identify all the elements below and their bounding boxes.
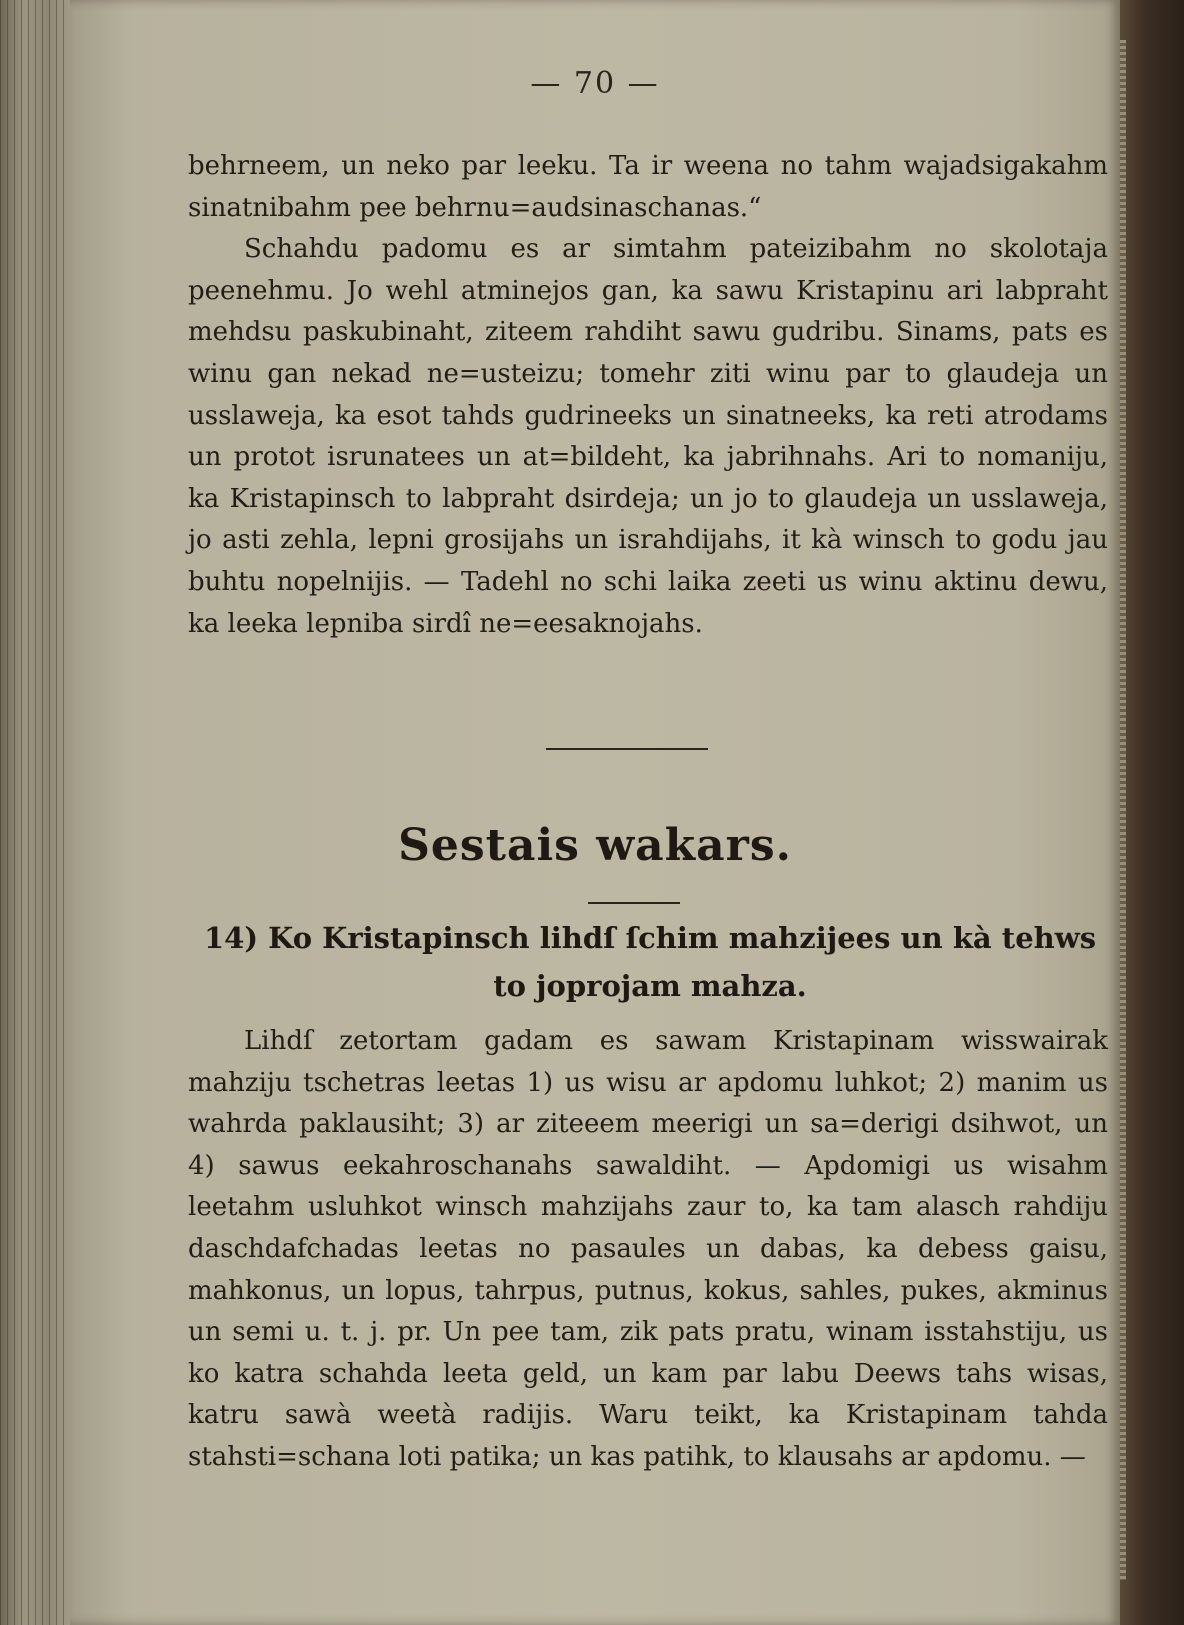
section-title: Sestais wakars. xyxy=(398,820,792,871)
book-left-page-edge xyxy=(0,0,80,1625)
text-block-top xyxy=(188,146,1108,645)
section-divider xyxy=(546,748,708,750)
chapter-heading: 14) Ko Kristapinsch lihdſ ſchim mahzijees un kà tehws to joprojam mahza. xyxy=(203,921,1097,1003)
title-underline xyxy=(588,902,680,904)
page-number: — 70 — xyxy=(530,66,660,101)
paragraph-continuation: behrneem, un neko par leeku. Ta ir weena no tahm wajadsigakahm sinatnibahm pee behrnu=audsinaschanas.“ xyxy=(188,151,1108,223)
paragraph: Lihdſ zetortam gadam es sawam Kristapinam wissw​airak mahziju tschetras leetas 1) us wisu ar apdomu luhkot; 2) manim us wahrda paklausiht; 3) ar ziteeem meerigi un sa=derigi dsihwot, un 4) sawus eekahroschanahs sawaldiht. — Apdomigi us wisahm leetahm usluhkot winsch mahzijahs zaur to, ka tam alasch rahdiju dasch​dafchadas leetas no pasaules un dabas, ka debess gaisu, mahkonus, un lopus, tahrpus, putnus, kokus, sahles, pukes, akminus un semi u. t. j. pr. Un pee tam, zik pats pratu, winam isstahstiju, us ko katra schahda leeta geld, un kam par labu Deews tahs wisas, katru sawà weetà radijis. Waru teikt, ka Kristapinam tahda stahsti=schana loti patika; un kas patihk, to klausahs ar apdomu. — xyxy=(188,1026,1108,1472)
text-block-bottom xyxy=(188,1021,1108,1479)
book-right-edge xyxy=(1120,0,1184,1625)
paragraph: Schahdu padomu es ar simtahm pateizibahm no skolotaja peenehmu. Jo wehl atminejos gan, ka sawu Kristapinu ari labpraht mehdsu paskubinaht, ziteem rahdiht sawu gudribu. Sinams, pats es winu gan nekad ne=usteizu; tomehr ziti winu par to glaudeja un usslaweja, ka esot tahds gudrineeks un sinatneeks, ka reti atrodams un protot isrunatees un at=bildeht, ka jabrihnahs. Ari to nomaniju, ka Kristapinsch to labpraht dsirdeja; un jo to glaudeja un usslaweja, jo asti zehla, lepni grosijahs un israhdijahs, it kà winsch to godu jau buhtu nopelnijis. — Tadehl no schi laika zeeti us winu aktinu dewu, ka leeka lepniba sirdî ne=eesaknojahs. xyxy=(188,234,1108,639)
book-page xyxy=(70,0,1120,1625)
